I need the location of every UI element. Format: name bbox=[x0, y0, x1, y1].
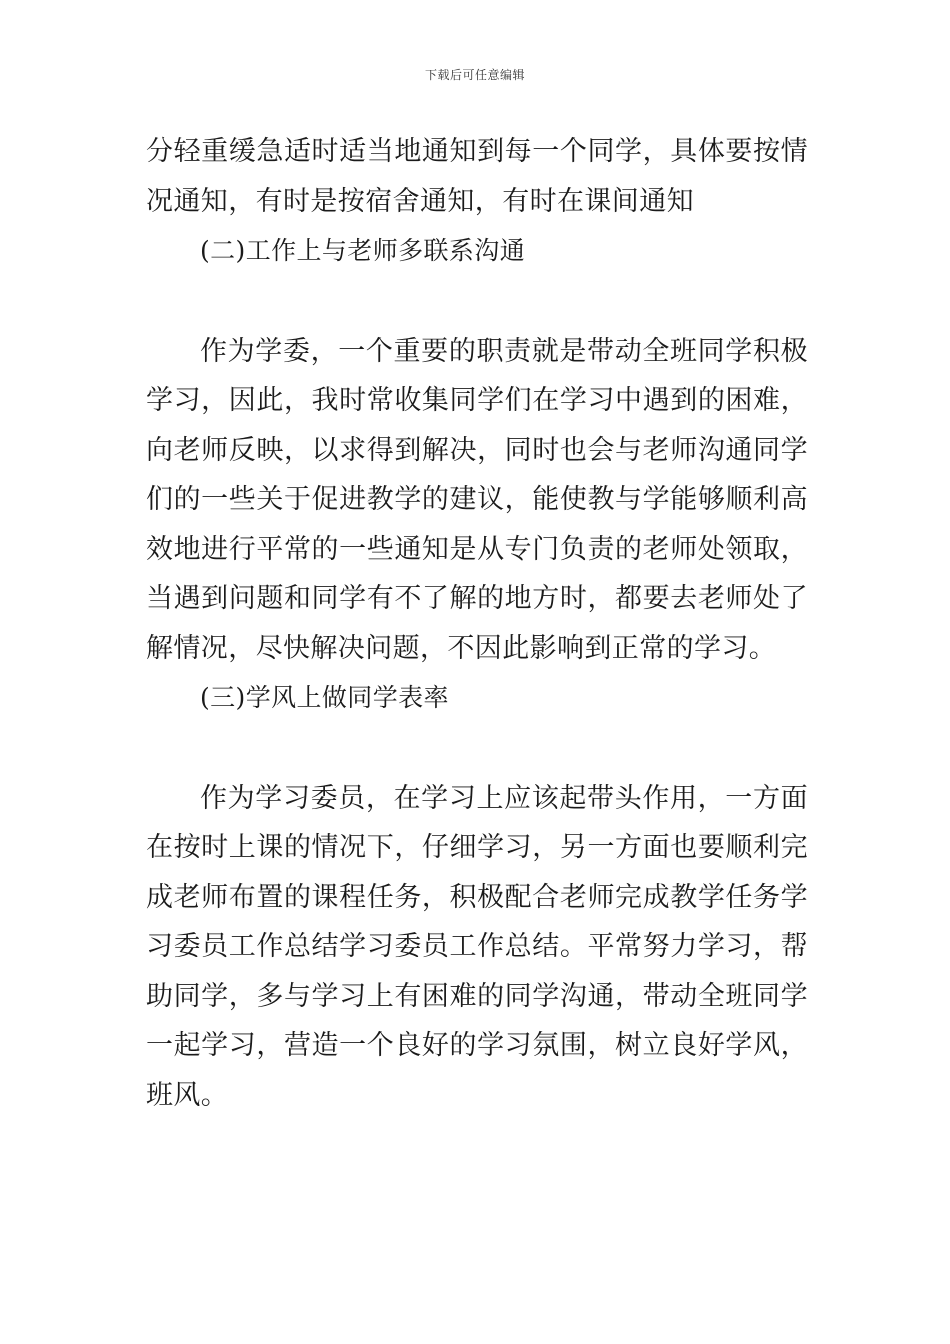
paragraph-study-committee-duty: 作为学委，一个重要的职责就是带动全班同学积极学习，因此，我时常收集同学们在学习中遇到的困难，向老师反映，以求得到解决，同时也会与老师沟通同学们的一些关于促进教学的建议，能使教与学能够顺利高效地进行平常的一些通知是从专门负责的老师处领取，当遇到问题和同学有不了解的地方时，都要去老师处了解情况，尽快解决问题，不因此影响到正常的学习。 bbox=[146, 335, 808, 664]
section-heading-2: (二)工作上与老师多联系沟通 bbox=[200, 236, 526, 265]
document-body bbox=[146, 127, 808, 1120]
paragraph-study-style: 作为学习委员，在学习上应该起带头作用，一方面在按时上课的情况下，仔细学习，另一方面也要顺利完成老师布置的课程任务，积极配合老师完成教学任务学习委员工作总结学习委员工作总结。平常努力学习，帮助同学，多与学习上有困难的同学沟通，带动全班同学一起学习，营造一个良好的学习氛围，树立良好学风，班风。 bbox=[146, 782, 808, 1111]
page-header: 下载后可任意编辑 bbox=[424, 68, 525, 82]
paragraph-continued: 分轻重缓急适时适当地通知到每一个同学，具体要按情况通知，有时是按宿舍通知，有时在课间通知 bbox=[146, 136, 808, 217]
section-heading-3: (三)学风上做同学表率 bbox=[200, 683, 449, 712]
